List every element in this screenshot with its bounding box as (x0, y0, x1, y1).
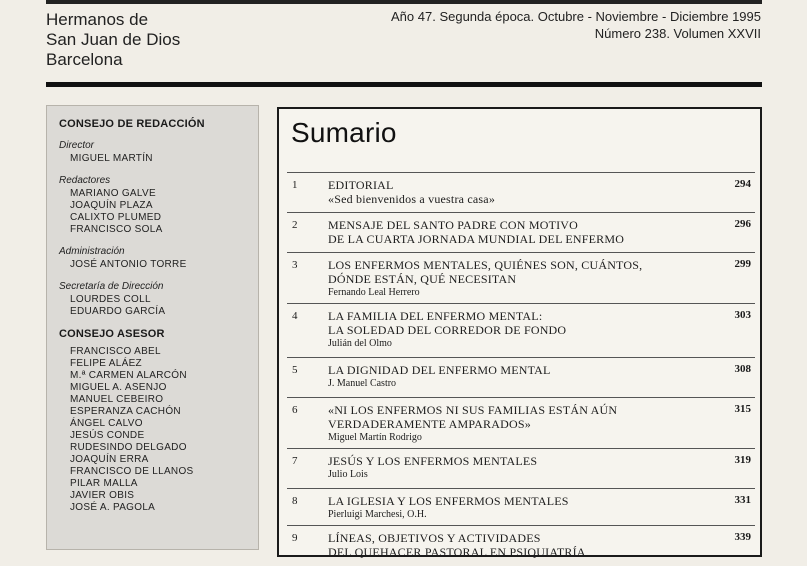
name-list (70, 188, 258, 236)
publisher-name (46, 10, 180, 70)
name-list (70, 153, 258, 165)
entry-title (328, 253, 755, 286)
entry-author: Julio Lois (328, 469, 368, 480)
top-rule (46, 0, 762, 4)
consejo-redaccion-heading: CONSEJO DE REDACCIÓN (59, 118, 205, 130)
person-name: CALIXTO PLUMED (70, 212, 162, 223)
entry-title-line: DE LA CUARTA JORNADA MUNDIAL DEL ENFERMO (328, 232, 625, 246)
entry-title-line: VERDADERAMENTE AMPARADOS» (328, 417, 531, 431)
entry-page-number: 319 (734, 454, 751, 466)
issue-info (391, 8, 761, 42)
sumario-entry (287, 252, 755, 303)
issue-date: Año 47. Segunda época. Octubre - Noviembre - Diciembre 1995 (391, 9, 761, 24)
publisher-line: Barcelona (46, 50, 123, 69)
entry-number: 2 (292, 219, 298, 231)
sumario-entry (287, 172, 755, 212)
entry-number: 3 (292, 259, 298, 271)
entry-author: Fernando Leal Herrero (328, 287, 420, 298)
entry-title (328, 358, 755, 377)
entry-title-line: «NI LOS ENFERMOS NI SUS FAMILIAS ESTÁN AÚN (328, 403, 618, 417)
entry-number: 1 (292, 179, 298, 191)
entry-title (328, 304, 755, 337)
entry-title (328, 213, 755, 246)
person-name: JOAQUÍN PLAZA (70, 200, 153, 211)
person-name: LOURDES COLL (70, 294, 151, 305)
sumario-entry (287, 212, 755, 252)
person-name: FRANCISCO ABEL (70, 346, 161, 357)
entry-page-number: 299 (734, 258, 751, 270)
entry-title (328, 449, 755, 468)
entry-page-number: 315 (734, 403, 751, 415)
sumario-list (287, 172, 755, 566)
name-list (70, 259, 258, 271)
header-rule (46, 82, 762, 87)
entry-title-line: LA FAMILIA DEL ENFERMO MENTAL: (328, 309, 543, 323)
role-label: Redactores (59, 175, 111, 186)
entry-author: Julián del Olmo (328, 338, 392, 349)
person-name: FELIPE ALÁEZ (70, 358, 142, 369)
role-label: Director (59, 140, 95, 151)
person-name: MIGUEL A. ASENJO (70, 382, 167, 393)
entry-title-line: DÓNDE ESTÁN, QUÉ NECESITAN (328, 272, 517, 286)
entry-number: 7 (292, 455, 298, 467)
person-name: M.ª CARMEN ALARCÓN (70, 370, 187, 381)
person-name: MARIANO GALVE (70, 188, 156, 199)
entry-title-line: LÍNEAS, OBJETIVOS Y ACTIVIDADES (328, 531, 541, 545)
entry-title-line: JESÚS Y LOS ENFERMOS MENTALES (328, 454, 538, 468)
entry-title (328, 173, 755, 206)
person-name: RUDESINDO DELGADO (70, 442, 187, 453)
role-label: Administración (59, 246, 125, 257)
credits-panel (46, 105, 259, 550)
entry-number: 5 (292, 364, 298, 376)
entry-page-number: 339 (734, 531, 751, 543)
person-name: JOAQUÍN ERRA (70, 454, 149, 465)
entry-number: 8 (292, 495, 298, 507)
entry-page-number: 294 (734, 178, 751, 190)
entry-number: 6 (292, 404, 298, 416)
person-name: MANUEL CEBEIRO (70, 394, 164, 405)
entry-page-number: 303 (734, 309, 751, 321)
sumario-entry (287, 448, 755, 488)
entry-title (328, 398, 755, 431)
entry-title-line: EDITORIAL (328, 178, 394, 192)
sumario-entry (287, 488, 755, 525)
entry-author: Pierluigi Marchesi, O.H. (328, 509, 427, 520)
role-label: Secretaría de Dirección (59, 281, 164, 292)
sumario-title: Sumario (291, 117, 397, 148)
sumario-box (277, 107, 762, 557)
person-name: JAVIER OBIS (70, 490, 135, 501)
entry-number: 4 (292, 310, 298, 322)
sumario-entry (287, 525, 755, 566)
person-name: JOSÉ ANTONIO TORRE (70, 259, 187, 270)
entry-title-line: LOS ENFERMOS MENTALES, QUIÉNES SON, CUÁNTOS, (328, 258, 643, 272)
name-list (70, 346, 258, 514)
entry-title (328, 489, 755, 508)
person-name: MIGUEL MARTÍN (70, 153, 153, 164)
entry-title-line: LA DIGNIDAD DEL ENFERMO MENTAL (328, 363, 551, 377)
issue-number: Número 238. Volumen XXVII (594, 26, 761, 41)
person-name: EDUARDO GARCÍA (70, 306, 166, 317)
person-name: PILAR MALLA (70, 478, 138, 489)
sumario-entry (287, 357, 755, 397)
entry-subtitle: «Sed bienvenidos a vuestra casa» (328, 192, 496, 206)
sumario-entry (287, 303, 755, 357)
publisher-line: Hermanos de (46, 10, 149, 29)
entry-title-line: DEL QUEHACER PASTORAL EN PSIQUIATRÍA (328, 545, 586, 559)
person-name: ESPERANZA CACHÓN (70, 406, 181, 417)
person-name: JESÚS CONDE (70, 430, 145, 441)
name-list (70, 294, 258, 318)
entry-title-line: MENSAJE DEL SANTO PADRE CON MOTIVO (328, 218, 579, 232)
entry-title-line: LA IGLESIA Y LOS ENFERMOS MENTALES (328, 494, 569, 508)
consejo-asesor-heading: CONSEJO ASESOR (59, 328, 165, 340)
person-name: JOSÉ A. PAGOLA (70, 502, 156, 513)
entry-page-number: 308 (734, 363, 751, 375)
entry-title (328, 526, 755, 559)
publisher-line: San Juan de Dios (46, 30, 181, 49)
person-name: ÁNGEL CALVO (70, 418, 143, 429)
entry-number: 9 (292, 532, 298, 544)
sumario-entry (287, 397, 755, 448)
entry-page-number: 296 (734, 218, 751, 230)
person-name: FRANCISCO SOLA (70, 224, 163, 235)
person-name: FRANCISCO DE LLANOS (70, 466, 194, 477)
entry-author: Miguel Martín Rodrigo (328, 432, 422, 443)
entry-page-number: 331 (734, 494, 751, 506)
entry-title-line: LA SOLEDAD DEL CORREDOR DE FONDO (328, 323, 567, 337)
entry-author: J. Manuel Castro (328, 378, 397, 389)
